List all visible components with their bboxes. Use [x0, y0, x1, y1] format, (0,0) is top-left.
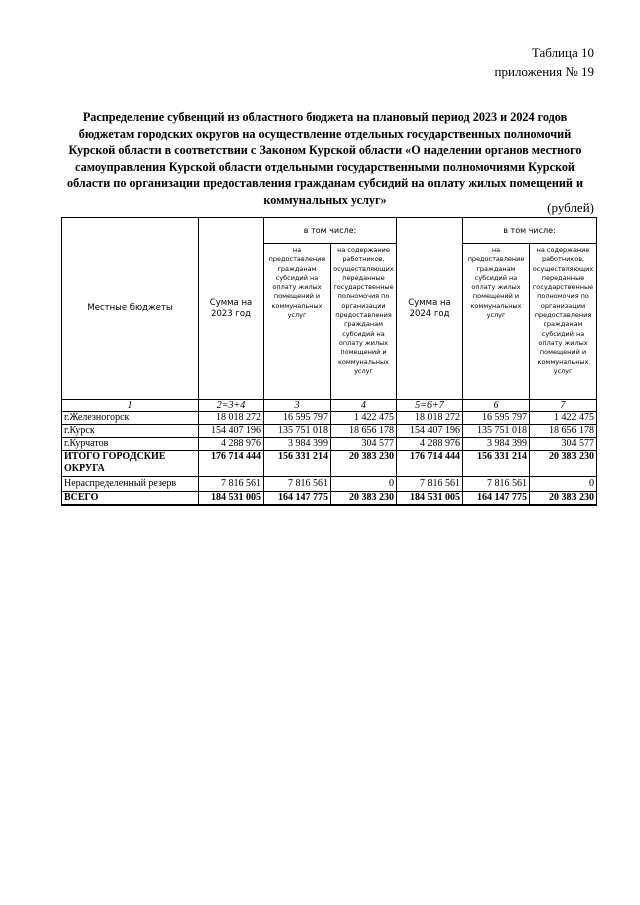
cell-value: 184 531 005 [397, 492, 463, 506]
header-sum-2023: Сумма на 2023 год [199, 218, 264, 400]
cell-value: 164 147 775 [463, 492, 530, 506]
cell-value: 18 656 178 [331, 425, 397, 438]
table-row [62, 412, 597, 425]
subsidy-table [61, 217, 597, 506]
cell-value: 16 595 797 [463, 412, 530, 425]
cell-value: 1 422 475 [530, 412, 597, 425]
header-maintenance-2023: на содержание работников, осуществляющих переданные государственные полномочия по организации предоставления гражданам субсидий на оплату жилых помещений и коммунальных услуг [331, 244, 397, 400]
cell-value: 7 816 561 [199, 477, 264, 492]
cell-value: 18 656 178 [530, 425, 597, 438]
header-local-budgets: Местные бюджеты [62, 218, 199, 400]
col-number: 1 [62, 400, 199, 412]
cell-value: 176 714 444 [199, 451, 264, 477]
cell-value: 154 407 196 [397, 425, 463, 438]
cell-value: 3 984 399 [463, 438, 530, 451]
cell-value: 3 984 399 [264, 438, 331, 451]
table-row [62, 438, 597, 451]
cell-value: 18 018 272 [397, 412, 463, 425]
cell-value: 16 595 797 [264, 412, 331, 425]
cell-value: 7 816 561 [463, 477, 530, 492]
col-number: 5=6+7 [397, 400, 463, 412]
cell-value: 304 577 [530, 438, 597, 451]
cell-value: 184 531 005 [199, 492, 264, 506]
cell-value: 18 018 272 [199, 412, 264, 425]
cell-value: 7 816 561 [397, 477, 463, 492]
header-maintenance-2024: на содержание работников, осуществляющих переданные государственные полномочия по организации предоставления гражданам субсидий на оплату жилых помещений и коммунальных услуг [530, 244, 597, 400]
header-row-1 [62, 218, 597, 244]
col-number: 3 [264, 400, 331, 412]
document-header [495, 43, 594, 81]
table-row [62, 425, 597, 438]
cell-value: 135 751 018 [264, 425, 331, 438]
row-name: ВСЕГО [62, 492, 199, 506]
header-including-2023: в том числе: [264, 218, 397, 244]
row-name: г.Железногорск [62, 412, 199, 425]
cell-value: 164 147 775 [264, 492, 331, 506]
header-sum-2024: Сумма на 2024 год [397, 218, 463, 400]
table-label: Таблица 10 [531, 45, 594, 60]
header-including-2024: в том числе: [463, 218, 597, 244]
subtotal-row [62, 451, 597, 477]
cell-value: 20 383 230 [331, 492, 397, 506]
col-number: 4 [331, 400, 397, 412]
row-name: г.Курчатов [62, 438, 199, 451]
cell-value: 1 422 475 [331, 412, 397, 425]
col-number: 2=3+4 [199, 400, 264, 412]
row-name: Нераспределенный резерв [62, 477, 199, 492]
cell-value: 156 331 214 [264, 451, 331, 477]
cell-value: 0 [331, 477, 397, 492]
col-number: 7 [530, 400, 597, 412]
header-provision-2024: на предоставление гражданам субсидий на оплату жилых помещений и коммунальных услуг [463, 244, 530, 400]
col-number: 6 [463, 400, 530, 412]
cell-value: 176 714 444 [397, 451, 463, 477]
header-provision-2023: на предоставление гражданам субсидий на оплату жилых помещений и коммунальных услуг [264, 244, 331, 400]
numbering-row [62, 400, 597, 412]
row-name: г.Курск [62, 425, 199, 438]
cell-value: 0 [530, 477, 597, 492]
cell-value: 4 288 976 [397, 438, 463, 451]
total-row [62, 492, 597, 506]
cell-value: 156 331 214 [463, 451, 530, 477]
cell-value: 135 751 018 [463, 425, 530, 438]
appendix-label: приложения № 19 [494, 64, 594, 79]
unit-label: (рублей) [547, 200, 594, 215]
reserve-row [62, 477, 597, 492]
cell-value: 304 577 [331, 438, 397, 451]
cell-value: 20 383 230 [530, 451, 597, 477]
row-name: ИТОГО ГОРОДСКИЕ ОКРУГА [62, 451, 199, 477]
cell-value: 20 383 230 [530, 492, 597, 506]
cell-value: 20 383 230 [331, 451, 397, 477]
cell-value: 154 407 196 [199, 425, 264, 438]
cell-value: 4 288 976 [199, 438, 264, 451]
document-title: Распределение субвенций из областного бюджета на плановый период 2023 и 2024 годов бюджетам городских округов на осуществление отдельных государственных полномочий Курской области в соответствии с Законом Курской области «О наделении органов местного самоуправления Курской области отдельными государственными полномочиями Курской области по организации предоставления гражданам субсидий на оплату жилых помещений и коммунальных услуг» [67, 110, 583, 207]
cell-value: 7 816 561 [264, 477, 331, 492]
